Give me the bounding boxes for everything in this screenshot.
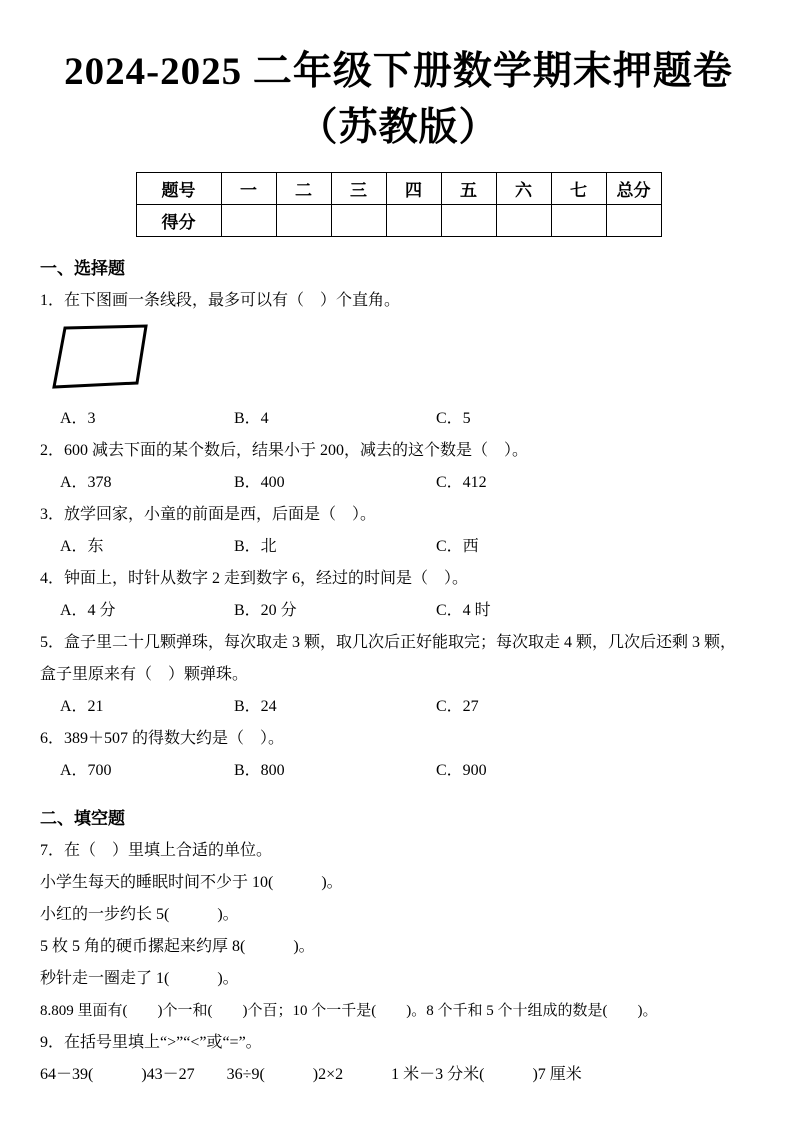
score-table [136,172,662,237]
question-6-options [40,755,757,787]
option-c: C．900 [436,762,487,779]
score-cell-empty [221,205,276,237]
score-table-header-cell: 三 [331,173,386,205]
score-cell-empty [496,205,551,237]
parallelogram-figure [48,321,158,393]
question-5-options [40,691,757,723]
page-title-line1: 2024-2025 二年级下册数学期末押题卷 [64,50,733,93]
score-cell-empty [551,205,606,237]
question-3-options [40,531,757,563]
question-4-options [40,595,757,627]
question-1-figure [40,321,757,397]
question-5-text-line1: 5．盒子里二十几颗弹珠，每次取走 3 颗，取几次后正好能取完；每次取走 4 颗，几次后还剩 3 颗， [40,634,737,651]
question-2-options [40,467,757,499]
option-a: A．21 [60,698,104,715]
score-cell-empty [331,205,386,237]
question-9-expressions: 64－39( )43－27 36÷9( )2×2 1 米－3 分米( )7 厘米 [40,1066,582,1083]
score-table-header-cell: 总分 [606,173,661,205]
question-6-text: 6．389＋507 的得数大约是（ ）。 [40,730,285,747]
option-b: B．北 [234,538,277,555]
score-table-score-row [136,205,661,237]
question-5-text-line2: 盒子里原来有（ ）颗弹珠。 [40,666,249,683]
question-1-options [40,403,757,435]
question-7-blank-coins: 5 枚 5 角的硬币摞起来约厚 8( )。 [40,938,315,955]
option-b: B．24 [234,698,277,715]
score-row-label: 得分 [136,205,221,237]
score-table-header-cell: 六 [496,173,551,205]
option-b: B．400 [234,474,285,491]
page-title [40,44,757,156]
page-title-line2: （苏教版） [298,106,499,149]
score-table-header-cell: 四 [386,173,441,205]
score-table-header-cell: 题号 [136,173,221,205]
question-2-text: 2．600 减去下面的某个数后，结果小于 200，减去的这个数是（ ）。 [40,442,529,459]
score-table-header-cell: 五 [441,173,496,205]
option-c: C．4 时 [436,602,491,619]
option-c: C．412 [436,474,487,491]
option-a: A．700 [60,762,112,779]
option-c: C．5 [436,410,471,427]
question-3-text: 3．放学回家，小童的前面是西，后面是（ ）。 [40,506,377,523]
score-cell-empty [606,205,661,237]
option-c: C．27 [436,698,479,715]
score-table-header-row [136,173,661,205]
question-7-blank-sleep: 小学生每天的睡眠时间不少于 10( )。 [40,874,343,891]
question-7-blank-second-hand: 秒针走一圈走了 1( )。 [40,970,239,987]
score-cell-empty [386,205,441,237]
question-7-blank-step: 小红的一步约长 5( )。 [40,906,239,923]
option-a: A．东 [60,538,104,555]
option-a: A．3 [60,410,96,427]
question-7-text: 7．在（ ）里填上合适的单位。 [40,842,273,859]
score-cell-empty [276,205,331,237]
question-1-text: 1．在下图画一条线段，最多可以有（ ）个直角。 [40,292,401,309]
option-c: C．西 [436,538,479,555]
score-table-header-cell: 一 [221,173,276,205]
option-b: B．20 分 [234,602,297,619]
option-a: A．378 [60,474,112,491]
section-heading-fill-blank: 二、填空题 [40,809,125,828]
score-table-header-cell: 七 [551,173,606,205]
option-a: A．4 分 [60,602,116,619]
question-8-text: 8.809 里面有( )个一和( )个百；10 个一千是( )。8 个千和 5 个十组成的数是( )。 [40,1003,658,1019]
score-table-header-cell: 二 [276,173,331,205]
option-b: B．800 [234,762,285,779]
section-heading-choice: 一、选择题 [40,259,125,278]
option-b: B．4 [234,410,269,427]
question-9-text: 9．在括号里填上“>”“<”或“=”。 [40,1034,262,1051]
question-4-text: 4．钟面上，时针从数字 2 走到数字 6，经过的时间是（ ）。 [40,570,469,587]
score-cell-empty [441,205,496,237]
